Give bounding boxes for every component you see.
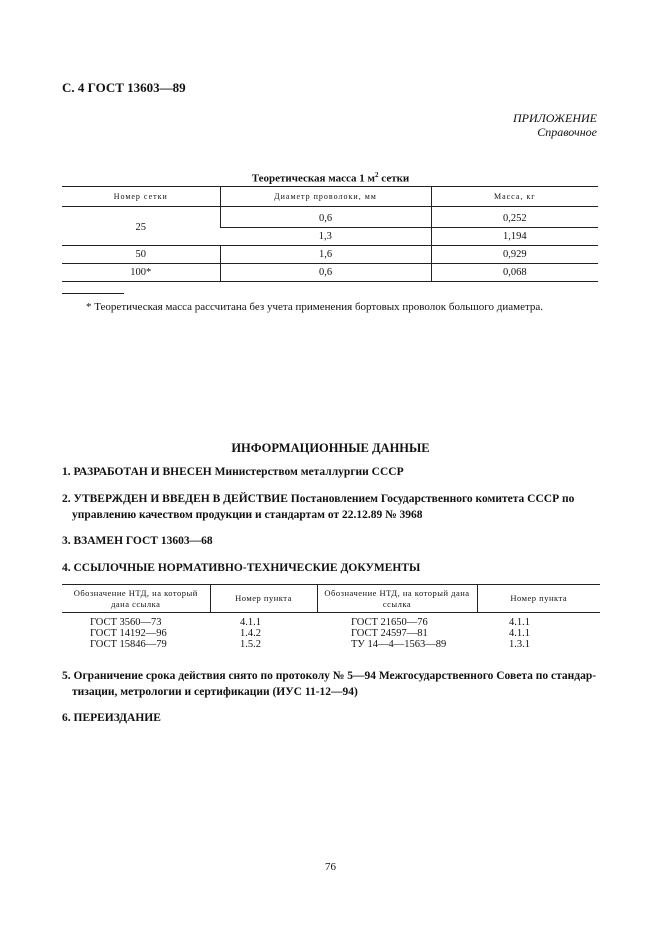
reference-table <box>62 584 600 650</box>
page-header: С. 4 ГОСТ 13603—89 <box>62 80 186 95</box>
appendix-subtitle: Справочное <box>537 125 597 139</box>
mass-table-header-mass: Масса, кг <box>431 187 598 207</box>
reference-table-cell-doc: ГОСТ 24597—81 <box>351 628 428 639</box>
table-row <box>62 246 598 264</box>
reference-table-header-doc: Обозначение НТД, на который дана ссылка <box>62 585 210 613</box>
appendix-title: ПРИЛОЖЕНИЕ <box>513 111 597 125</box>
mass-table-cell-number: 25 <box>62 207 220 246</box>
info-item-5-line1: 5. Ограничение срока действия снято по протоколу № 5—94 Межгосударственного Совета по стандар- <box>62 670 597 682</box>
reference-table-cell-doc: ГОСТ 21650—76 <box>351 617 428 628</box>
appendix-label <box>513 111 597 139</box>
mass-table-cell-number: 100* <box>62 264 220 282</box>
mass-table-cell-diameter: 1,6 <box>220 246 431 264</box>
table-row <box>62 639 600 650</box>
table-row <box>62 207 598 228</box>
footnote-divider <box>62 293 124 294</box>
reference-table-header-clause: Номер пункта <box>477 585 600 613</box>
table-row <box>62 264 598 282</box>
mass-table-cell-mass: 0,068 <box>431 264 598 282</box>
reference-table-header-row <box>62 585 600 613</box>
info-item-2 <box>62 491 600 523</box>
mass-table-cell-mass: 1,194 <box>431 228 598 246</box>
reference-table-header-clause: Номер пункта <box>210 585 317 613</box>
footnote: * Теоретическая масса рассчитана без учета применения бортовых проволок большого диаметра. <box>86 301 544 313</box>
reference-table-cell-doc: ТУ 14—4—1563—89 <box>351 639 447 650</box>
reference-table-header-doc: Обозначение НТД, на который дана ссылка <box>317 585 477 613</box>
mass-table-title-tail: сетки <box>378 172 410 185</box>
info-section-title: ИНФОРМАЦИОННЫЕ ДАННЫЕ <box>231 441 430 455</box>
reference-table-cell-clause: 1.3.1 <box>509 639 530 650</box>
reference-table-cell-doc: ГОСТ 14192—96 <box>90 628 167 639</box>
info-item-3: 3. ВЗАМЕН ГОСТ 13603—68 <box>62 535 213 547</box>
mass-table-cell-diameter: 1,3 <box>220 228 431 246</box>
info-item-5-line2: тизации, метрологии и сертификации (ИУС 11-12—94) <box>72 686 358 698</box>
reference-table-cell-clause: 4.1.1 <box>240 617 261 628</box>
mass-table-header-row <box>62 187 598 207</box>
mass-table-cell-diameter: 0,6 <box>220 264 431 282</box>
info-item-2-line2: управлению качеством продукции и стандартам от 22.12.89 № 3968 <box>72 509 423 521</box>
table-row <box>62 613 600 629</box>
info-item-4: 4. ССЫЛОЧНЫЕ НОРМАТИВНО-ТЕХНИЧЕСКИЕ ДОКУМЕНТЫ <box>62 562 421 574</box>
mass-table-cell-mass: 0,252 <box>431 207 598 228</box>
reference-table-cell-clause: 1.4.2 <box>240 628 261 639</box>
mass-table <box>62 186 598 282</box>
table-row <box>62 628 600 639</box>
info-item-2-line1: 2. УТВЕРЖДЕН И ВВЕДЕН В ДЕЙСТВИЕ Постановлением Государственного комитета СССР по <box>62 493 575 505</box>
mass-table-title-main: Теоретическая масса 1 м <box>251 172 376 185</box>
info-item-5 <box>62 668 600 700</box>
info-item-1: 1. РАЗРАБОТАН И ВНЕСЕН Министерством металлургии СССР <box>62 466 404 478</box>
mass-table-header-number: Номер сетки <box>62 187 220 207</box>
reference-table-cell-clause: 1.5.2 <box>240 639 261 650</box>
reference-table-cell-clause: 4.1.1 <box>509 628 530 639</box>
mass-table-header-diameter: Диаметр проволоки, мм <box>220 187 431 207</box>
mass-table-cell-number: 50 <box>62 246 220 264</box>
mass-table-cell-mass: 0,929 <box>431 246 598 264</box>
page-number: 76 <box>325 861 336 873</box>
mass-table-title <box>0 171 661 185</box>
reference-table-cell-doc: ГОСТ 15846—79 <box>90 639 167 650</box>
mass-table-cell-diameter: 0,6 <box>220 207 431 228</box>
mass-table-title-superscript: 2 <box>375 171 379 179</box>
reference-table-cell-clause: 4.1.1 <box>509 617 530 628</box>
reference-table-cell-doc: ГОСТ 3560—73 <box>90 617 162 628</box>
info-item-6: 6. ПЕРЕИЗДАНИЕ <box>62 712 161 724</box>
